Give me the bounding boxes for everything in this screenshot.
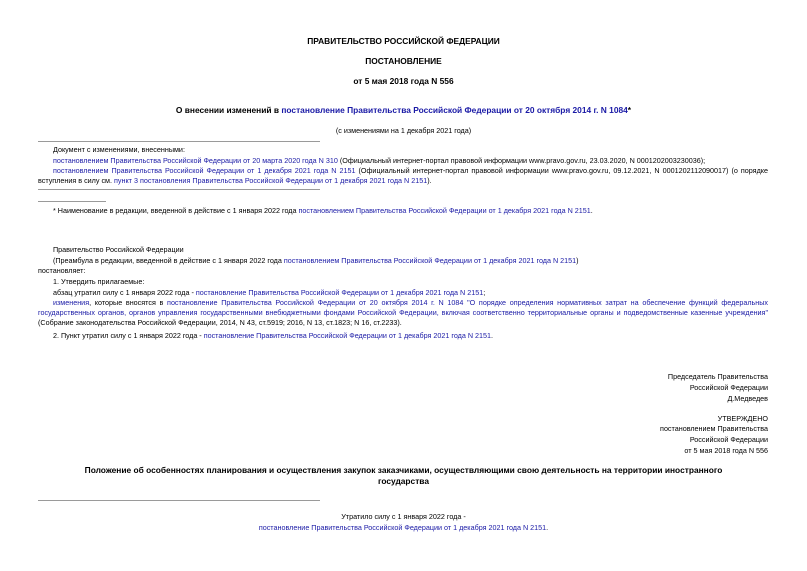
approved-line-2: постановлением Правительства	[660, 424, 768, 433]
title-link[interactable]: постановление Правительства Российской Федерации от 20 октября 2014 г. N 1084	[281, 105, 628, 115]
document-title	[0, 105, 807, 116]
signature-country: Российской Федерации	[689, 383, 768, 392]
changes-item-2-link2[interactable]: пункт 3 постановления Правительства Российской Федерации от 1 декабря 2021 года N 2151	[114, 176, 428, 185]
header-government: ПРАВИТЕЛЬСТВО РОССИЙСКОЙ ФЕДЕРАЦИИ	[307, 36, 500, 46]
header-resolution: ПОСТАНОВЛЕНИЕ	[365, 56, 442, 66]
repealed-link-line: постановление Правительства Российской Федерации от 1 декабря 2021 года N 2151.	[258, 523, 549, 532]
divider	[38, 141, 320, 142]
footnote: * Наименование в редакции, введенной в действие с 1 января 2022 года постановлением Правительства Российской Федерации от 1 декабря 2021 года N 2151.	[53, 206, 593, 215]
changes-item-2: постановлением Правительства Российской Федерации от 1 декабря 2021 года N 2151 (Официальный интернет-портал правовой информации www.pravo.gov.ru, 09.12.2021, N 0001202112090017) (о порядке вступления в силу см. пункт 3 постановления Правительства Российской Федерации от 1 декабря 2021 года N 2151).	[38, 166, 768, 185]
title-suffix: *	[627, 105, 632, 115]
preamble-note: (Преамбула в редакции, введенной в действие с 1 января 2022 года постановлением Правительства Российской Федерации от 1 декабря 2021 года N 2151)	[53, 256, 579, 265]
header-date: от 5 мая 2018 года N 556	[353, 76, 454, 86]
signature-position: Председатель Правительства	[667, 372, 768, 381]
approved-line-4: от 5 мая 2018 года N 556	[684, 446, 768, 455]
preamble-link[interactable]: постановлением Правительства Российской Федерации от 1 декабря 2021 года N 2151	[283, 256, 577, 265]
decides-text: постановляет:	[38, 266, 86, 275]
changes-item-2-link[interactable]: постановлением Правительства Российской Федерации от 1 декабря 2021 года N 2151	[53, 166, 356, 175]
approved-line-3: Российской Федерации	[689, 435, 768, 444]
body-government: Правительство Российской Федерации	[53, 245, 184, 254]
amend-note: (с изменениями на 1 декабря 2021 года)	[335, 126, 472, 135]
footnote-link[interactable]: постановлением Правительства Российской Федерации от 1 декабря 2021 года N 2151	[298, 206, 591, 215]
paragraph-1: 1. Утвердить прилагаемые:	[53, 277, 145, 286]
divider	[38, 189, 320, 190]
changes-intro: Документ с изменениями, внесенными:	[53, 145, 185, 154]
repealed-note: Утратило силу с 1 января 2022 года -	[341, 512, 466, 521]
changes-item-1: постановлением Правительства Российской Федерации от 20 марта 2020 года N 310 (Официальный интернет-портал правовой информации www.pravo.gov.ru, 23.03.2020, N 0001202003230036);	[53, 156, 706, 165]
approved-label: УТВЕРЖДЕНО	[717, 414, 768, 423]
paragraph-2-link[interactable]: постановление Правительства Российской Федерации от 1 декабря 2021 года N 2151	[203, 331, 492, 340]
paragraph-2: 2. Пункт утратил силу с 1 января 2022 года - постановление Правительства Российской Федерации от 1 декабря 2021 года N 2151.	[53, 331, 494, 340]
signature-name: Д.Медведев	[727, 394, 768, 403]
regulation-title: Положение об особенностях планирования и осуществления закупок заказчиками, осуществляющими свою деятельность на территории иностранного государства	[84, 465, 723, 486]
title-prefix: О внесении изменений в	[175, 105, 282, 115]
repealed-link[interactable]: постановление Правительства Российской Федерации от 1 декабря 2021 года N 2151	[258, 523, 547, 532]
paragraph-1a-link[interactable]: постановление Правительства Российской Федерации от 1 декабря 2021 года N 2151	[195, 288, 484, 297]
divider	[38, 500, 320, 501]
paragraph-1b: изменения, которые вносятся в постановление Правительства Российской Федерации от 20 октября 2014 г. N 1084 "О порядке определения нормативных затрат на обеспечение функций федеральных государственных органов, органов управления государственными внебюджетными фондами Российской Федерации, включая соответственно территориальные органы и подведомственные казенные учреждения" (Собрание законодательства Российской Федерации, 2014, N 43, ст.5919; 2016, N 13, ст.1823; N 16, ст.2233).	[38, 298, 768, 327]
paragraph-1b-link2[interactable]: постановление Правительства Российской Федерации от 20 октября 2014 г. N 1084 "О порядке определения нормативных затрат на обеспечение функций федеральных государственных органов, органов управления государственными внебюджетными фондами Российской Федерации, включая соответственно территориальные органы и подведомственные казенные учреждения"	[38, 298, 768, 317]
paragraph-1b-link1[interactable]: изменения	[53, 298, 90, 307]
changes-item-1-link[interactable]: постановлением Правительства Российской Федерации от 20 марта 2020 года N 310	[53, 156, 338, 165]
footnote-divider	[38, 201, 106, 202]
paragraph-1a: абзац утратил силу с 1 января 2022 года - постановление Правительства Российской Федерации от 1 декабря 2021 года N 2151;	[53, 288, 486, 297]
